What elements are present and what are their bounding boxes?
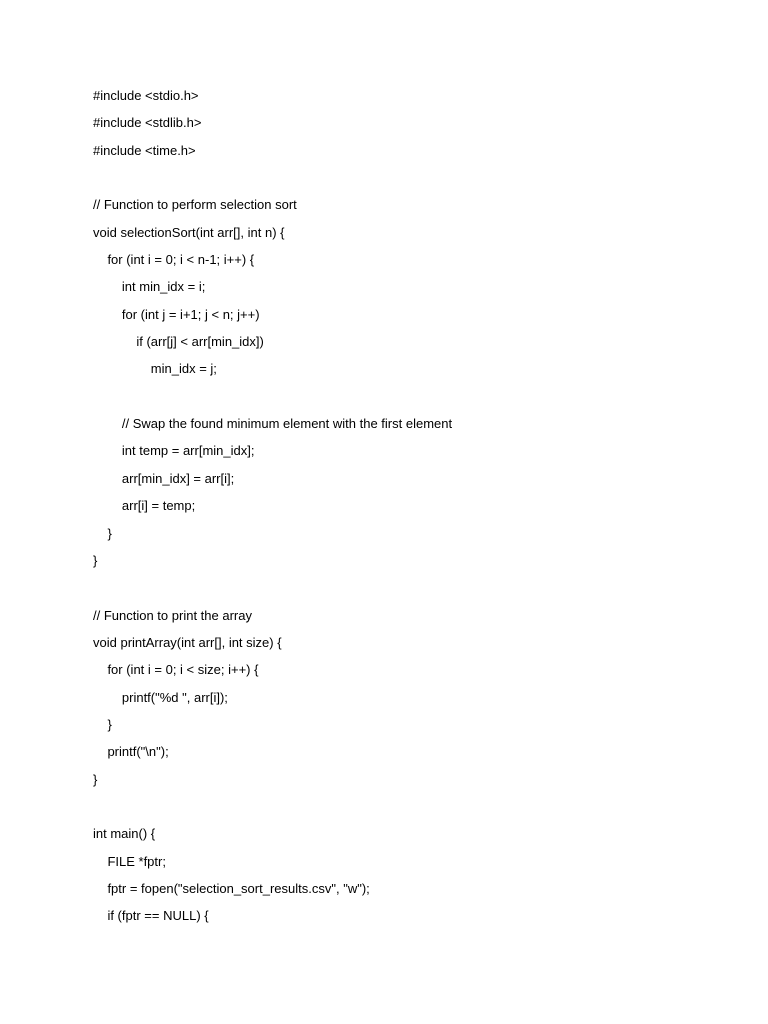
code-line: if (fptr == NULL) { (93, 908, 209, 924)
code-line: } (93, 525, 112, 541)
code-line: // Swap the found minimum element with the first element (93, 416, 453, 432)
code-line: int main() { (93, 826, 156, 842)
code-line: FILE *fptr; (93, 853, 166, 869)
code-line: printf("%d ", arr[i]); (93, 689, 228, 705)
code-listing (93, 86, 452, 934)
code-line: for (int i = 0; i < size; i++) { (93, 662, 259, 678)
code-line (93, 797, 452, 824)
code-line: #include <stdlib.h> (93, 115, 202, 131)
code-line: int min_idx = i; (93, 279, 206, 295)
code-line (93, 168, 452, 195)
code-line: // Function to perform selection sort (93, 197, 297, 213)
code-line: int temp = arr[min_idx]; (93, 443, 255, 459)
code-line: } (93, 771, 98, 787)
code-line: void selectionSort(int arr[], int n) { (93, 224, 285, 240)
code-line: if (arr[j] < arr[min_idx]) (93, 334, 264, 350)
code-line: void printArray(int arr[], int size) { (93, 634, 282, 650)
code-line: } (93, 552, 98, 568)
code-line: fptr = fopen("selection_sort_results.csv", "w"); (93, 880, 370, 896)
code-line: } (93, 716, 112, 732)
code-line: for (int j = i+1; j < n; j++) (93, 306, 260, 322)
code-line: min_idx = j; (93, 361, 217, 377)
code-line: #include <stdio.h> (93, 88, 199, 103)
code-line: #include <time.h> (93, 142, 196, 158)
code-line: for (int i = 0; i < n-1; i++) { (93, 252, 255, 268)
code-line (93, 387, 452, 414)
code-line: arr[i] = temp; (93, 498, 196, 514)
code-line: arr[min_idx] = arr[i]; (93, 470, 235, 486)
code-line: printf("\n"); (93, 744, 169, 760)
code-line: // Function to print the array (93, 607, 252, 623)
code-line (93, 578, 452, 605)
